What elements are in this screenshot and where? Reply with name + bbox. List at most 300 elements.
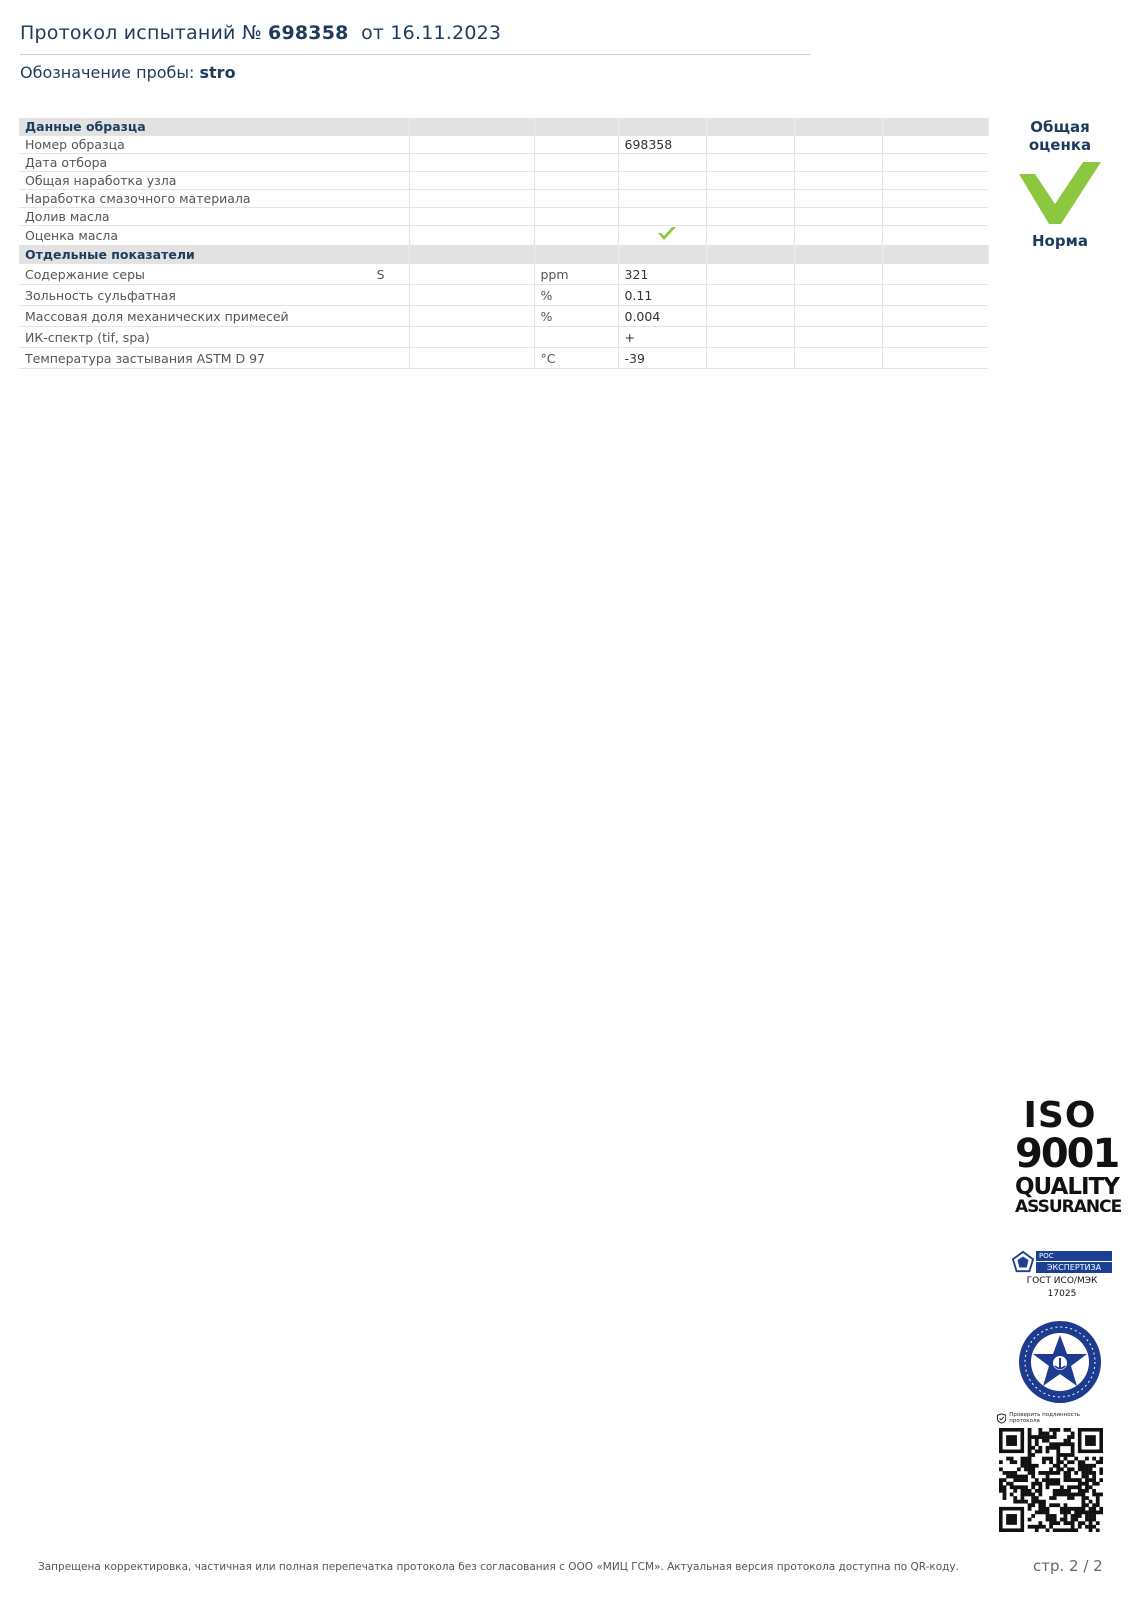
qr-module [1074,1518,1078,1522]
qr-module [1081,1464,1085,1468]
table-row [19,208,988,226]
qr-module [1064,1464,1068,1468]
qr-module [1028,1435,1032,1439]
qr-module [1089,1478,1093,1482]
qr-module [1042,1510,1046,1514]
qr-module [1096,1493,1100,1497]
qr-module [1092,1507,1096,1511]
qr-module [1042,1471,1046,1475]
qr-module [1089,1528,1093,1532]
qr-module [1056,1528,1060,1532]
qr-module [1053,1432,1057,1436]
row-label: Общая наработка узла [19,172,409,190]
qr-module [1031,1471,1035,1475]
qr-module [1028,1507,1032,1511]
qr-module [1024,1493,1028,1497]
check-icon [657,226,677,245]
qr-module [1099,1467,1103,1471]
qr-module [1038,1507,1042,1511]
qr-module [1071,1521,1075,1525]
qr-module [1085,1485,1089,1489]
qr-module [1067,1471,1071,1475]
qr-module [999,1489,1003,1493]
qr-module [1085,1496,1089,1500]
qr-module [1049,1428,1053,1432]
qr-module [1067,1442,1071,1446]
qr-module [1053,1489,1057,1493]
qr-module [1081,1489,1085,1493]
oil-assessment-cell [618,226,706,246]
qr-module [1046,1518,1050,1522]
qr-module [1042,1503,1046,1507]
qr-module [1010,1475,1014,1479]
qr-module [1060,1510,1064,1514]
qr-module [1053,1521,1057,1525]
qr-module [1096,1503,1100,1507]
qr-module [1081,1521,1085,1525]
qr-module [1024,1457,1028,1461]
qr-module [1064,1457,1068,1461]
qr-module [1013,1496,1017,1500]
qr-module [1013,1478,1017,1482]
sample-value: stro [199,63,236,82]
qr-module [1099,1510,1103,1514]
qr-module [1085,1464,1089,1468]
qr-module [1028,1446,1032,1450]
qr-module [1081,1467,1085,1471]
qr-module [1053,1528,1057,1532]
qr-module [1074,1510,1078,1514]
qr-module [1071,1435,1075,1439]
qr-module [1078,1460,1082,1464]
qr-module [1046,1439,1050,1443]
value-cell: + [618,327,706,348]
qr-module [1049,1514,1053,1518]
qr-module [1078,1493,1082,1497]
qr-module [1003,1496,1007,1500]
qr-module [1010,1457,1014,1461]
qr-module [1031,1503,1035,1507]
qr-module [1028,1489,1032,1493]
qr-caption [997,1412,1105,1424]
qr-module [1078,1489,1082,1493]
qr-module [1060,1518,1064,1522]
qr-module [1085,1525,1089,1529]
qr-module [1003,1471,1007,1475]
qr-module [1096,1528,1100,1532]
overall-label: Общая оценка [1028,118,1092,154]
qr-module [1081,1460,1085,1464]
qr-module [1071,1496,1075,1500]
verification-qr[interactable] [995,1412,1105,1536]
value-cell: -39 [618,348,706,369]
qr-module [1071,1453,1075,1457]
qr-module [1064,1453,1068,1457]
qr-module [1085,1514,1089,1518]
qr-module [1017,1475,1021,1479]
qr-module [1028,1432,1032,1436]
qr-module [1067,1496,1071,1500]
qr-module [1064,1442,1068,1446]
qr-module [1081,1500,1085,1504]
qr-module [1049,1460,1053,1464]
qr-module [1024,1500,1028,1504]
qr-module [1089,1507,1093,1511]
qr-module [1064,1439,1068,1443]
qr-module [1085,1518,1089,1522]
row-label: Дата отбора [19,154,409,172]
qr-module [1049,1467,1053,1471]
indicator-name: Массовая доля механических примесей [19,306,409,327]
qr-module [1060,1442,1064,1446]
qr-module [1049,1521,1053,1525]
qr-module [1021,1478,1025,1482]
qr-module [1010,1471,1014,1475]
ros-label: ЭКСПЕРТИЗА [1036,1262,1112,1273]
qr-module [1064,1471,1068,1475]
qr-module [1046,1514,1050,1518]
qr-module [1074,1471,1078,1475]
qr-module [1089,1471,1093,1475]
qr-module [1049,1457,1053,1461]
qr-module [1092,1482,1096,1486]
qr-module [1099,1507,1103,1511]
qr-module [1049,1496,1053,1500]
maritime-register-seal [1018,1320,1102,1408]
qr-module [1042,1500,1046,1504]
qr-module [1060,1467,1064,1471]
qr-module [1031,1514,1035,1518]
qr-module [1024,1478,1028,1482]
qr-module [1078,1467,1082,1471]
qr-module [1021,1493,1025,1497]
protocol-title [20,22,501,44]
qr-module [1071,1467,1075,1471]
qr-module [1085,1510,1089,1514]
qr-module [1035,1489,1039,1493]
qr-module [1081,1510,1085,1514]
qr-module [1071,1485,1075,1489]
qr-module [1031,1453,1035,1457]
section-title: Отдельные показатели [19,246,409,264]
qr-module [1028,1525,1032,1529]
qr-module [1067,1478,1071,1482]
table-row [19,327,988,348]
large-check-icon [1000,160,1120,230]
qr-module [1028,1450,1032,1454]
qr-module [1028,1503,1032,1507]
qr-module [1038,1489,1042,1493]
qr-module [1031,1482,1035,1486]
ros-label: РОС [1036,1251,1112,1261]
qr-module [1089,1525,1093,1529]
table-row [19,154,988,172]
sample-designation [20,63,236,82]
qr-module [1053,1503,1057,1507]
table-row [19,264,988,285]
qr-module [1049,1478,1053,1482]
qr-module [1081,1475,1085,1479]
qr-module [1010,1482,1014,1486]
qr-module [1085,1467,1089,1471]
qr-module [1078,1464,1082,1468]
qr-module [1089,1500,1093,1504]
qr-module [1038,1503,1042,1507]
qr-module [1074,1528,1078,1532]
qr-module [1056,1464,1060,1468]
qr-module [1046,1528,1050,1532]
qr-module [1006,1457,1010,1461]
qr-module [999,1482,1003,1486]
qr-module [999,1467,1003,1471]
qr-module [1060,1485,1064,1489]
qr-module [1046,1450,1050,1454]
qr-module [1049,1482,1053,1486]
qr-module [1021,1464,1025,1468]
qr-module [1060,1493,1064,1497]
qr-module [1081,1493,1085,1497]
qr-module [1003,1493,1007,1497]
qr-module [1078,1507,1082,1511]
results-table [19,118,989,369]
qr-module [1017,1467,1021,1471]
qr-module [1031,1435,1035,1439]
table-row [19,172,988,190]
qr-module [1053,1428,1057,1432]
qr-module [1092,1525,1096,1529]
qr-module [1035,1496,1039,1500]
qr-module [1085,1489,1089,1493]
qr-module [999,1460,1003,1464]
qr-finder-square [1006,1435,1017,1446]
qr-module [1021,1489,1025,1493]
qr-module [1067,1510,1071,1514]
qr-module [1071,1478,1075,1482]
qr-module [1067,1528,1071,1532]
qr-module [1064,1528,1068,1532]
qr-module [1056,1442,1060,1446]
qr-module [1035,1450,1039,1454]
qr-module [1028,1467,1032,1471]
qr-module [1096,1510,1100,1514]
qr-module [1049,1435,1053,1439]
qr-code[interactable] [999,1428,1103,1532]
qr-module [1078,1525,1082,1529]
qr-module [1042,1435,1046,1439]
table-row [19,306,988,327]
qr-module [1013,1500,1017,1504]
qr-finder-square [1085,1435,1096,1446]
qr-module [1049,1503,1053,1507]
qr-module [1089,1464,1093,1468]
qr-module [1028,1518,1032,1522]
qr-module [1035,1500,1039,1504]
qr-module [1021,1460,1025,1464]
qr-module [1053,1518,1057,1522]
iso-line: 9001 [1015,1131,1119,1177]
qr-module [1013,1489,1017,1493]
qr-module [1064,1510,1068,1514]
qr-module [1056,1450,1060,1454]
qr-module [1003,1485,1007,1489]
qr-module [1060,1460,1064,1464]
qr-module [1096,1482,1100,1486]
qr-module [1067,1460,1071,1464]
qr-module [1028,1457,1032,1461]
qr-module [1081,1471,1085,1475]
qr-module [1056,1482,1060,1486]
qr-module [1035,1525,1039,1529]
qr-module [1092,1493,1096,1497]
qr-module [1046,1432,1050,1436]
qr-module [1038,1525,1042,1529]
overall-assessment [1000,118,1120,250]
qr-module [1074,1507,1078,1511]
qr-module [1089,1510,1093,1514]
indicator-name: Зольность сульфатная [19,285,409,306]
qr-module [1046,1435,1050,1439]
title-prefix: Протокол испытаний № [20,22,262,44]
iso-line: QUALITY [1015,1174,1119,1200]
qr-module [1046,1471,1050,1475]
qr-module [1064,1428,1068,1432]
qr-module [1064,1503,1068,1507]
qr-module [1067,1493,1071,1497]
qr-module [1074,1514,1078,1518]
qr-module [1060,1489,1064,1493]
qr-module [1064,1507,1068,1511]
qr-module [1081,1482,1085,1486]
qr-module [1056,1489,1060,1493]
qr-module [1021,1496,1025,1500]
qr-module [1046,1475,1050,1479]
qr-module [1056,1503,1060,1507]
qr-module [1092,1475,1096,1479]
qr-module [1056,1471,1060,1475]
qr-module [1028,1464,1032,1468]
table-row [19,190,988,208]
qr-module [1099,1471,1103,1475]
qr-module [1081,1496,1085,1500]
qr-module [1046,1457,1050,1461]
qr-module [1042,1432,1046,1436]
unit-cell: ppm [534,264,618,285]
row-label: Номер образца [19,136,409,154]
indicator-symbol: S [376,266,385,282]
qr-module [1078,1510,1082,1514]
qr-module [1092,1464,1096,1468]
qr-module [1024,1485,1028,1489]
qr-module [1035,1510,1039,1514]
unit-cell [534,327,618,348]
qr-module [1031,1464,1035,1468]
pentagon-icon [1012,1250,1034,1274]
qr-module [1071,1507,1075,1511]
qr-module [1064,1514,1068,1518]
qr-module [1003,1478,1007,1482]
qr-module [1046,1478,1050,1482]
qr-module [1013,1485,1017,1489]
qr-module [1028,1453,1032,1457]
qr-module [1060,1507,1064,1511]
qr-module [1038,1471,1042,1475]
qr-module [999,1478,1003,1482]
iso-line: ASSURANCE [1015,1197,1122,1217]
ros-standard-number: 17025 [1047,1288,1077,1299]
qr-module [1010,1485,1014,1489]
row-value: 698358 [618,136,706,154]
qr-module [1031,1500,1035,1504]
qr-module [1092,1514,1096,1518]
qr-module [1013,1460,1017,1464]
qr-module [1060,1453,1064,1457]
qr-module [1021,1475,1025,1479]
qr-module [1017,1478,1021,1482]
qr-module [1085,1457,1089,1461]
qr-module [1099,1478,1103,1482]
qr-module [1071,1432,1075,1436]
indicator-name: Температура застывания ASTM D 97 [19,348,409,369]
qr-module [1067,1475,1071,1479]
row-label [19,264,409,285]
qr-module [1071,1493,1075,1497]
qr-module [1053,1514,1057,1518]
section-header-sample-data [19,118,988,136]
iso-9001-logo [1015,1095,1122,1217]
qr-module [1081,1507,1085,1511]
protocol-date: от 16.11.2023 [361,22,502,44]
row-label: Наработка смазочного материала [19,190,409,208]
qr-module [1046,1507,1050,1511]
qr-module [1056,1467,1060,1471]
qr-module [1067,1521,1071,1525]
qr-module [1064,1475,1068,1479]
qr-module [1074,1457,1078,1461]
qr-module [1096,1460,1100,1464]
qr-module [1067,1507,1071,1511]
qr-module [1053,1478,1057,1482]
qr-module [1067,1489,1071,1493]
indicator-name: Содержание серы [25,266,145,282]
qr-module [1081,1503,1085,1507]
qr-module [1024,1489,1028,1493]
qr-module [1096,1496,1100,1500]
row-label: Оценка масла [19,226,409,246]
qr-module [1049,1442,1053,1446]
qr-module [999,1485,1003,1489]
qr-module [1006,1471,1010,1475]
qr-module [1028,1460,1032,1464]
qr-module [1035,1435,1039,1439]
qr-module [1013,1475,1017,1479]
qr-module [1038,1493,1042,1497]
qr-module [1067,1439,1071,1443]
qr-module [1028,1471,1032,1475]
qr-module [1099,1493,1103,1497]
qr-module [1067,1428,1071,1432]
iso-line: ISO [1023,1095,1097,1136]
footer-disclaimer: Запрещена корректировка, частичная или полная перепечатка протокола без согласования с ООО «МИЦ ГСМ». Актуальная версия протокола доступна по QR-коду. [38,1561,959,1573]
qr-module [1038,1450,1042,1454]
value-cell: 321 [618,264,706,285]
qr-module [1064,1493,1068,1497]
section-header-indicators [19,246,988,264]
qr-module [1067,1453,1071,1457]
overall-status: Норма [1032,232,1088,250]
qr-module [1028,1439,1032,1443]
indicator-name: ИК-спектр (tif, spa) [19,327,409,348]
qr-module [1078,1485,1082,1489]
